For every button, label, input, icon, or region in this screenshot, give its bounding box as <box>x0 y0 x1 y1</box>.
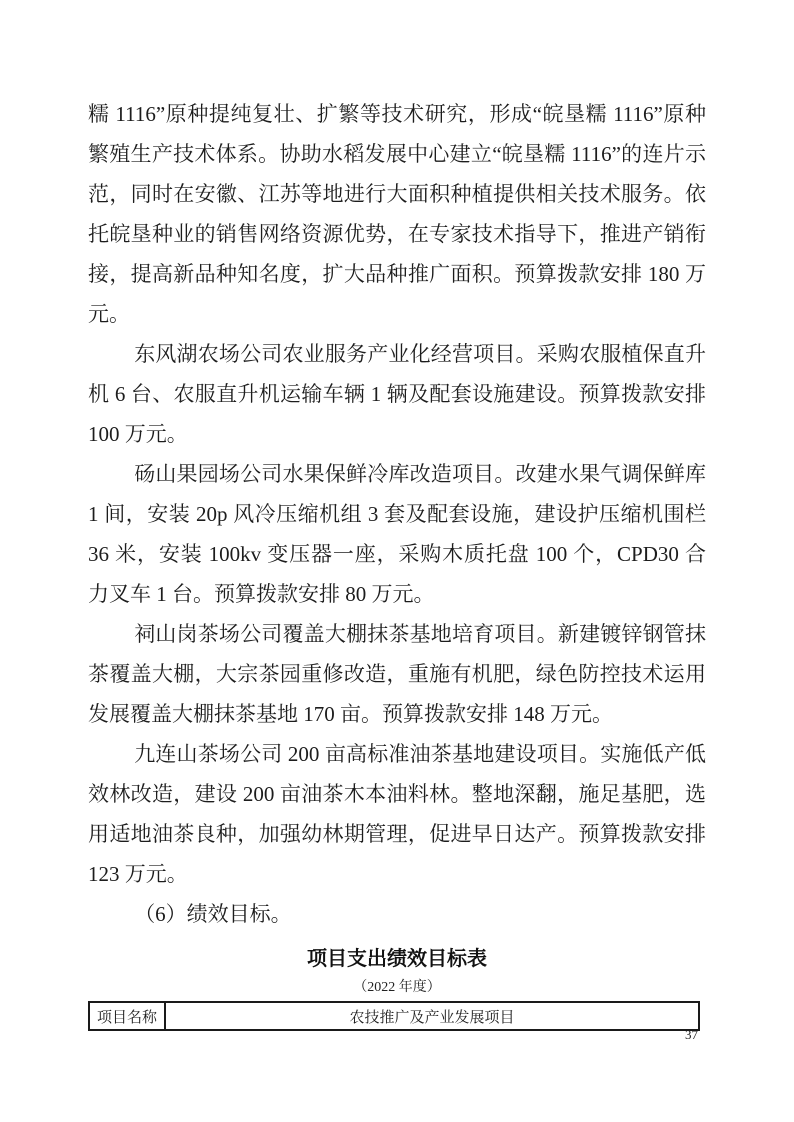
goal-table-title: 项目支出绩效目标表 <box>307 948 487 970</box>
paragraph-performance-goal-heading: （6）绩效目标。 <box>134 902 292 926</box>
paragraph-cishangang-tea-farm: 祠山岗茶场公司覆盖大棚抹茶基地培育项目。新建镀锌钢管抹茶覆盖大棚，大宗茶园重修改造，重施有机肥，绿色防控技术运用发展覆盖大棚抹茶基地 170 亩。预算拨款安排 148 万元。 <box>88 622 706 726</box>
page-number: 37 <box>685 1027 698 1042</box>
table-row <box>89 1002 699 1030</box>
goal-table-year: （2022 年度） <box>353 980 441 995</box>
paragraph-dangshan-orchard: 砀山果园场公司水果保鲜冷库改造项目。改建水果气调保鲜库 1 间，安装 20p 风冷压缩机组 3 套及配套设施，建设护压缩机围栏 36 米，安装 100kv 变压器一座，采购木质托盘 100 个，CPD30 合力叉车 1 台。预算拨款安排 80 万元。 <box>88 462 706 606</box>
paragraph-seed-breeding: 糯 1116”原种提纯复壮、扩繁等技术研究，形成“皖垦糯 1116”原种繁殖生产技术体系。协助水稻发展中心建立“皖垦糯 1116”的连片示范，同时在安徽、江苏等地进行大面积种植提供相关技术服务。依托皖垦种业的销售网络资源优势，在专家技术指导下，推进产销衔接，提高新品种知名度，扩大品种推广面积。预算拨款安排 180 万元。 <box>88 102 706 326</box>
project-name-label-cell: 项目名称 <box>89 1002 165 1030</box>
paragraph-jiulianshan-tea-farm: 九连山茶场公司 200 亩高标准油茶基地建设项目。实施低产低效林改造，建设 200 亩油茶木本油料林。整地深翻，施足基肥，选用适地油茶良种，加强幼林期管理，促进早日达产。预算拨款安排 123 万元。 <box>88 742 706 886</box>
project-name-value-cell: 农技推广及产业发展项目 <box>165 1002 699 1030</box>
performance-goal-table <box>88 1001 700 1031</box>
paragraph-dongfenghu-farm: 东风湖农场公司农业服务产业化经营项目。采购农服植保直升机 6 台、农服直升机运输车辆 1 辆及配套设施建设。预算拨款安排 100 万元。 <box>88 342 706 446</box>
document-body <box>88 94 706 1031</box>
